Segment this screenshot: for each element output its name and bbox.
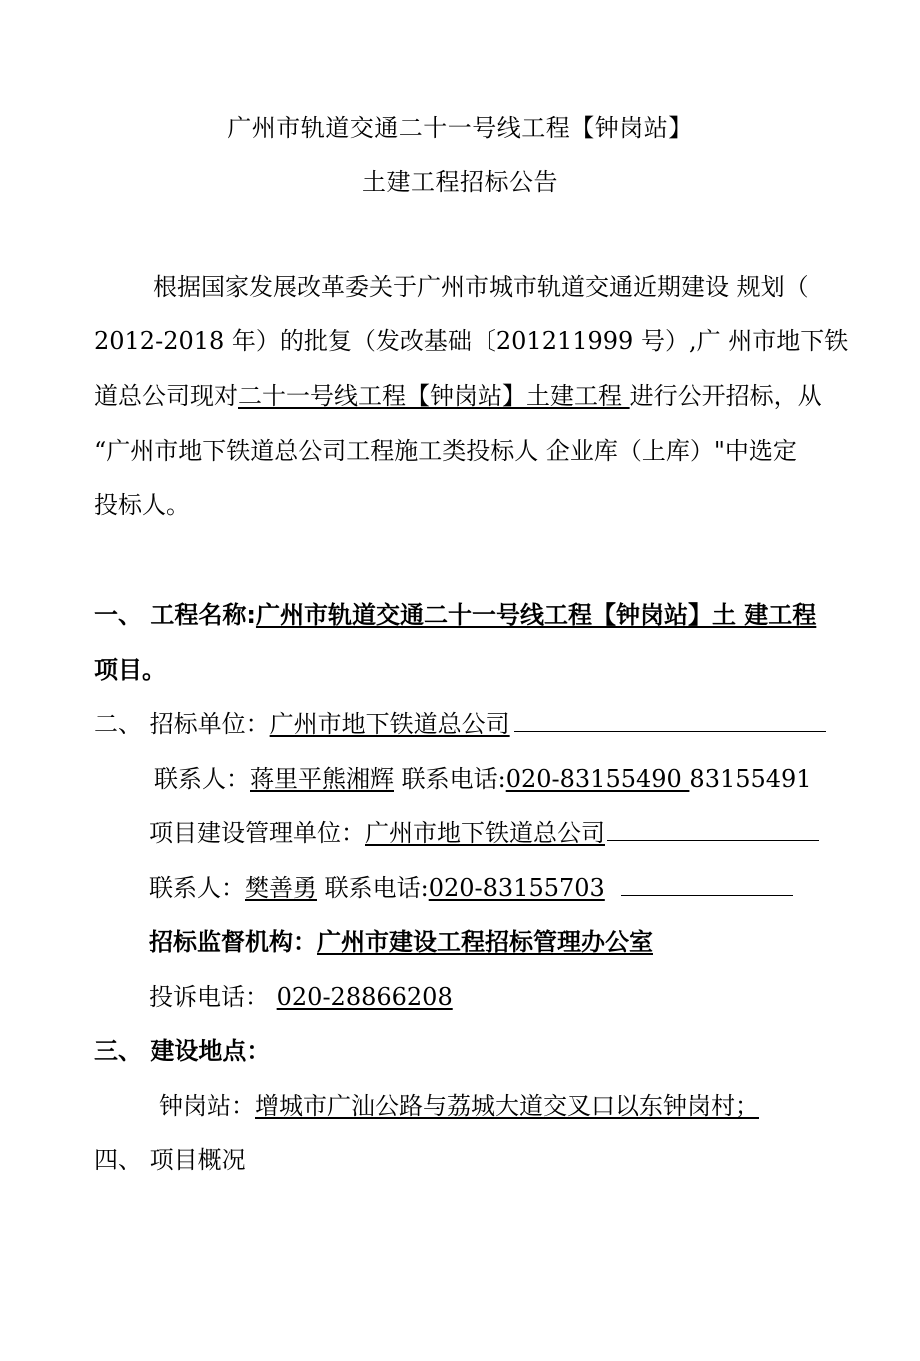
blank-line bbox=[607, 818, 819, 841]
blank-line bbox=[514, 709, 826, 732]
section-1-continuation: 项目。 bbox=[94, 656, 166, 684]
phone-value: 020-83155490 bbox=[505, 765, 690, 793]
tenderer-value: 广州市地下铁道总公司 bbox=[269, 710, 510, 738]
station-label: 钟岗站： bbox=[159, 1092, 255, 1120]
section-1-project-name bbox=[94, 600, 816, 630]
document-title-line1: 广州市轨道交通二十一号线工程【钟岗站】 bbox=[227, 114, 693, 142]
management-unit-line bbox=[149, 818, 819, 848]
supervisor-value: 广州市建设工程招标管理办公室 bbox=[317, 928, 653, 956]
project-name-underlined: 二十一号线工程【钟岗站】土建工程 bbox=[238, 382, 630, 410]
phone2-value: 020-83155703 bbox=[428, 874, 605, 902]
intro-line-1: 根据国家发展改革委关于广州市城市轨道交通近期建设 规划（ bbox=[153, 273, 809, 301]
blank-line bbox=[621, 873, 793, 896]
contact-label: 联系人： bbox=[154, 765, 250, 793]
supervisor-line bbox=[149, 927, 653, 957]
intro-line-5: 投标人。 bbox=[94, 491, 190, 519]
tenderer-contact-line bbox=[154, 764, 812, 794]
section-2-tenderer bbox=[94, 709, 826, 739]
phone-label: 联系电话: bbox=[394, 765, 506, 793]
complaint-label: 投诉电话： bbox=[149, 983, 277, 1011]
section-1-value: 广州市轨道交通二十一号线工程【钟岗站】土 建工程 bbox=[255, 601, 817, 629]
intro-line-3-start: 道总公司现对 bbox=[94, 382, 238, 410]
intro-line-3 bbox=[94, 381, 822, 411]
management-contact-line bbox=[149, 873, 793, 903]
phone2-label: 联系电话: bbox=[317, 874, 429, 902]
intro-line-3-end: 进行公开招标，从 bbox=[629, 382, 822, 410]
contact2-label: 联系人： bbox=[149, 874, 245, 902]
supervisor-label: 招标监督机构： bbox=[149, 928, 317, 956]
section-4-label: 四、 项目概况 bbox=[94, 1146, 246, 1174]
document-title-line2: 土建工程招标公告 bbox=[362, 168, 558, 196]
contact-value: 蒋里平熊湘辉 bbox=[250, 765, 394, 793]
station-location-line bbox=[159, 1091, 759, 1121]
management-value: 广州市地下铁道总公司 bbox=[365, 819, 605, 847]
management-label: 项目建设管理单位： bbox=[149, 819, 365, 847]
section-3-label: 三、 建设地点： bbox=[94, 1037, 271, 1065]
complaint-line bbox=[149, 982, 453, 1012]
section-1-label: 一、 工程名称: bbox=[94, 601, 256, 629]
station-value: 增城市广汕公路与荔城大道交叉口以东钟岗村； bbox=[255, 1092, 759, 1120]
complaint-value: 020-28866208 bbox=[276, 983, 453, 1011]
phone-extra: 83155491 bbox=[689, 765, 812, 793]
contact2-value: 樊善勇 bbox=[245, 874, 317, 902]
section-2-label: 二、 招标单位： bbox=[94, 710, 270, 738]
intro-line-4: “广州市地下铁道总公司工程施工类投标人 企业库（上库）"中选定 bbox=[94, 437, 797, 465]
intro-line-2: 2012-2018 年）的批复（发改基础〔201211999 号）,广 州市地下铁 bbox=[94, 327, 849, 355]
